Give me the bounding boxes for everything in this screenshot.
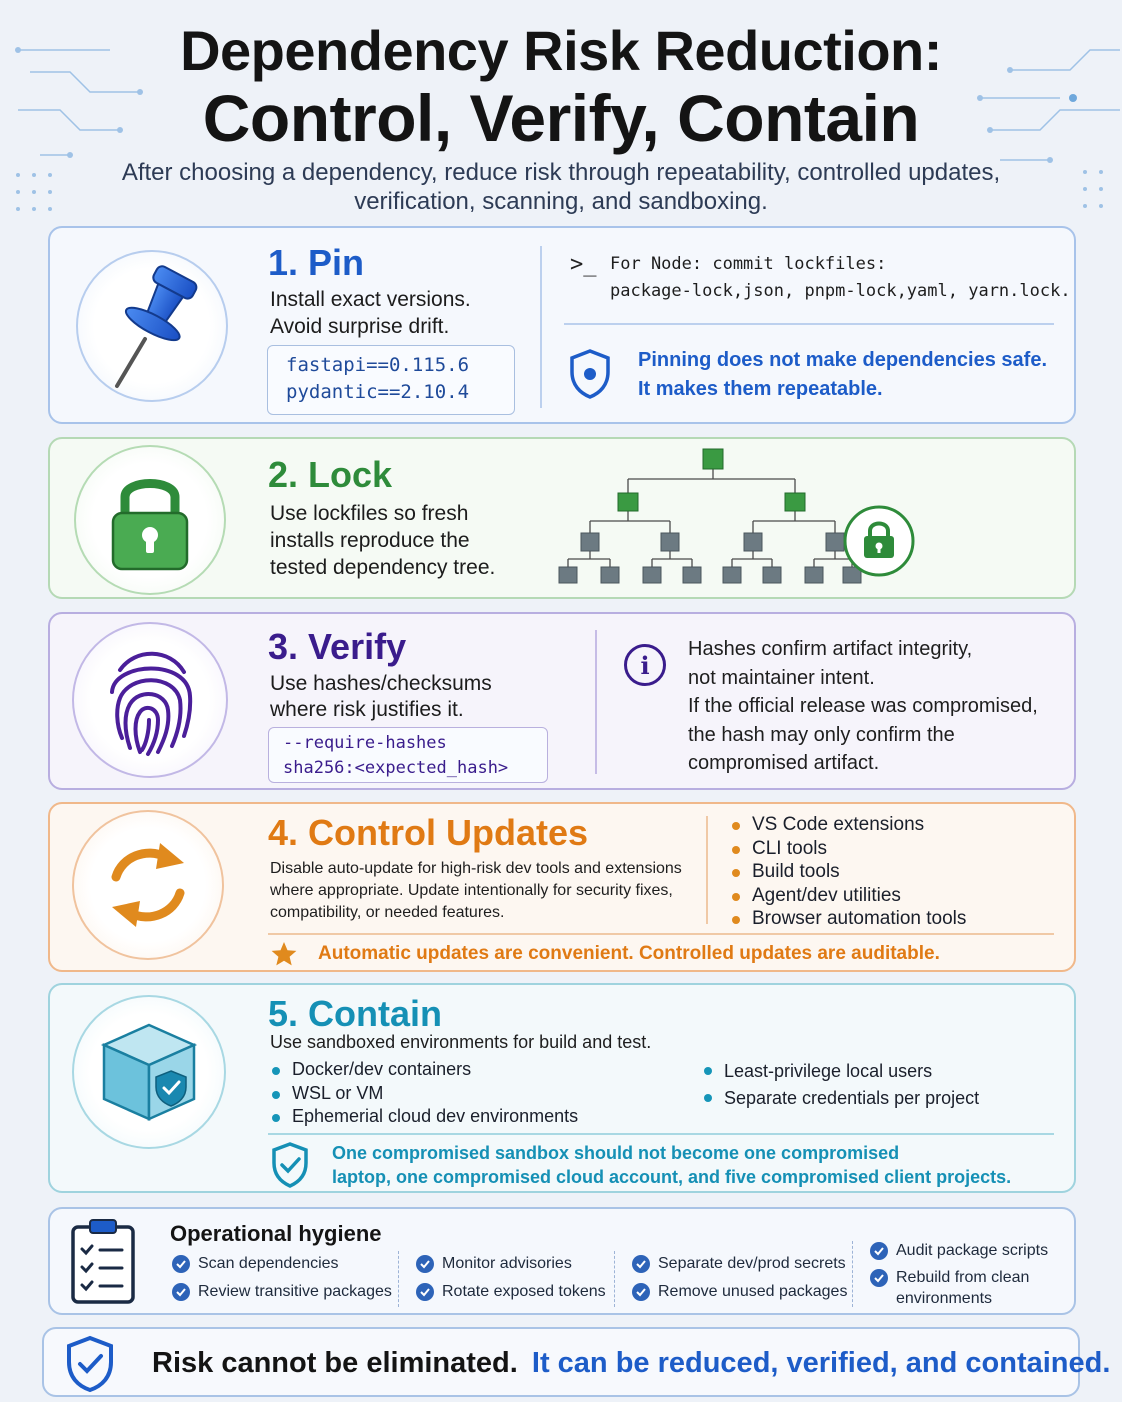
star-icon [270,940,298,968]
pin-code-box [267,345,515,415]
contain-left-list [270,1058,578,1129]
updates-tool-list [730,813,966,931]
pin-note-line2: It makes them repeatable. [638,378,883,400]
hygiene-divider [852,1241,853,1307]
list-item: Browser automation tools [730,907,966,931]
page-title-line2: Control, Verify, Contain [202,81,920,155]
pin-line2: Avoid surprise drift. [270,315,450,338]
page-title-line1: Dependency Risk Reduction: [180,19,942,82]
footer-text [152,1347,1110,1380]
updates-heading: 4. Control Updates [268,812,589,853]
lock-line2: installs reproduce the [270,529,470,552]
hygiene-item-label: Monitor advisories [442,1255,572,1272]
verify-code-line2: sha256:<expected_hash> [283,758,509,778]
lock-card [48,437,1076,599]
hygiene-item [172,1255,339,1273]
hygiene-divider [614,1251,615,1307]
shield-check-icon [64,1335,116,1393]
refresh-icon [98,835,198,935]
updates-note-divider [268,933,1054,935]
list-item: Agent/dev utilities [730,884,966,908]
hygiene-item [632,1283,847,1301]
updates-line3: compatibility, or needed features. [270,904,505,921]
pin-node-line1: For Node: commit lockfiles: [610,254,887,274]
check-icon [172,1283,190,1301]
check-icon [632,1255,650,1273]
updates-card [48,802,1076,972]
footer-statement: Risk cannot be eliminated. [152,1347,518,1379]
contain-note-divider [268,1133,1054,1135]
check-icon [416,1283,434,1301]
checklist-clipboard-icon [70,1217,136,1305]
check-icon [172,1255,190,1273]
fingerprint-icon-circle [72,622,228,778]
pin-node-divider [564,323,1054,325]
shield-icon [568,348,612,400]
hygiene-item [870,1269,1029,1287]
sandbox-cube-icon [94,1017,204,1127]
verify-line1: Use hashes/checksums [270,672,492,695]
pin-divider [540,246,542,408]
hygiene-item [632,1255,846,1273]
hygiene-item-label: Rotate exposed tokens [442,1283,606,1300]
terminal-prompt-icon: >_ [570,252,597,277]
verify-code-box [268,727,548,783]
pin-code-line2: pydantic==2.10.4 [286,381,470,403]
check-icon [870,1269,888,1287]
hygiene-item [416,1255,572,1273]
hygiene-item-label: Separate dev/prod secrets [658,1255,846,1272]
check-icon [870,1242,888,1260]
dependency-tree-diagram [550,445,930,595]
hygiene-card [48,1207,1076,1315]
fingerprint-icon [100,640,200,760]
list-item: Docker/dev containers [270,1058,578,1082]
updates-divider [706,816,708,924]
verify-note-line5: compromised artifact. [688,752,880,774]
list-item: Ephemerial cloud dev environments [270,1105,578,1129]
updates-line1: Disable auto-update for high-risk dev tools and extensions [270,860,682,877]
verify-line2: where risk justifies it. [270,698,464,721]
list-item: Least-privilege local users [702,1058,979,1085]
page-subtitle: After choosing a dependency, reduce risk through repeatability, controlled updates, verification, scanning, and sandboxing. [121,159,1001,215]
lock-heading: 2. Lock [268,454,393,495]
hygiene-item-label: Review transitive packages [198,1283,392,1300]
refresh-icon-circle [72,810,224,960]
check-icon [632,1283,650,1301]
updates-line2: where appropriate. Update intentionally for security fixes, [270,882,673,899]
pin-line1: Install exact versions. [270,288,471,311]
list-item: Build tools [730,860,966,884]
verify-divider [595,630,597,774]
pin-code-line1: fastapi==0.115.6 [286,354,470,376]
verify-note-line2: not maintainer intent. [688,667,875,689]
contain-right-list [702,1058,979,1112]
hygiene-item-label: Audit package scripts [896,1242,1049,1259]
footer-emphasis: It can be reduced, verified, and contained. [531,1347,1111,1379]
hygiene-item-label: Rebuild from clean [896,1269,1030,1286]
container-icon-circle [72,995,226,1149]
pin-icon-circle [76,250,228,402]
hygiene-divider [398,1251,399,1307]
contain-note-line2: laptop, one compromised cloud account, and five compromised client projects. [332,1167,1012,1187]
hygiene-item-label: Scan dependencies [198,1255,339,1272]
list-item: WSL or VM [270,1082,578,1106]
hygiene-item-label-continued: environments [896,1290,993,1307]
verify-note-line3: If the official release was compromised, [688,695,1038,717]
updates-note: Automatic updates are convenient. Controlled updates are auditable. [318,943,940,964]
verify-note-line1: Hashes confirm artifact integrity, [688,638,973,660]
contain-heading: 5. Contain [268,993,443,1034]
check-icon [416,1255,434,1273]
pin-card [48,226,1076,424]
hygiene-heading: Operational hygiene [170,1221,382,1246]
info-icon-glyph: i [640,650,650,680]
list-item: Separate credentials per project [702,1085,979,1112]
lock-icon-circle [74,445,226,595]
info-icon [624,644,666,686]
pushpin-icon [97,261,207,391]
contain-note-line1: One compromised sandbox should not become one compromised [332,1143,900,1163]
padlock-icon [105,465,195,575]
verify-note-line4: the hash may only confirm the [688,724,955,746]
hygiene-item [172,1283,392,1301]
list-item: CLI tools [730,837,966,861]
hygiene-item [870,1242,1048,1260]
lock-line3: tested dependency tree. [270,556,496,579]
pin-note-line1: Pinning does not make dependencies safe. [638,349,1047,371]
verify-code-line1: --require-hashes [283,733,447,753]
verify-heading: 3. Verify [268,626,407,667]
list-item: VS Code extensions [730,813,966,837]
hygiene-item [416,1283,606,1301]
verify-card [48,612,1076,790]
pin-heading: 1. Pin [268,242,365,283]
lock-line1: Use lockfiles so fresh [270,502,469,525]
contain-card [48,983,1076,1193]
hygiene-item-label: Remove unused packages [658,1283,848,1300]
footer-banner [42,1327,1111,1397]
shield-check-icon [270,1141,310,1189]
contain-line1: Use sandboxed environments for build and test. [270,1032,652,1052]
pin-node-line2: package-lock,json, pnpm-lock,yaml, yarn.lock. [610,281,1071,301]
